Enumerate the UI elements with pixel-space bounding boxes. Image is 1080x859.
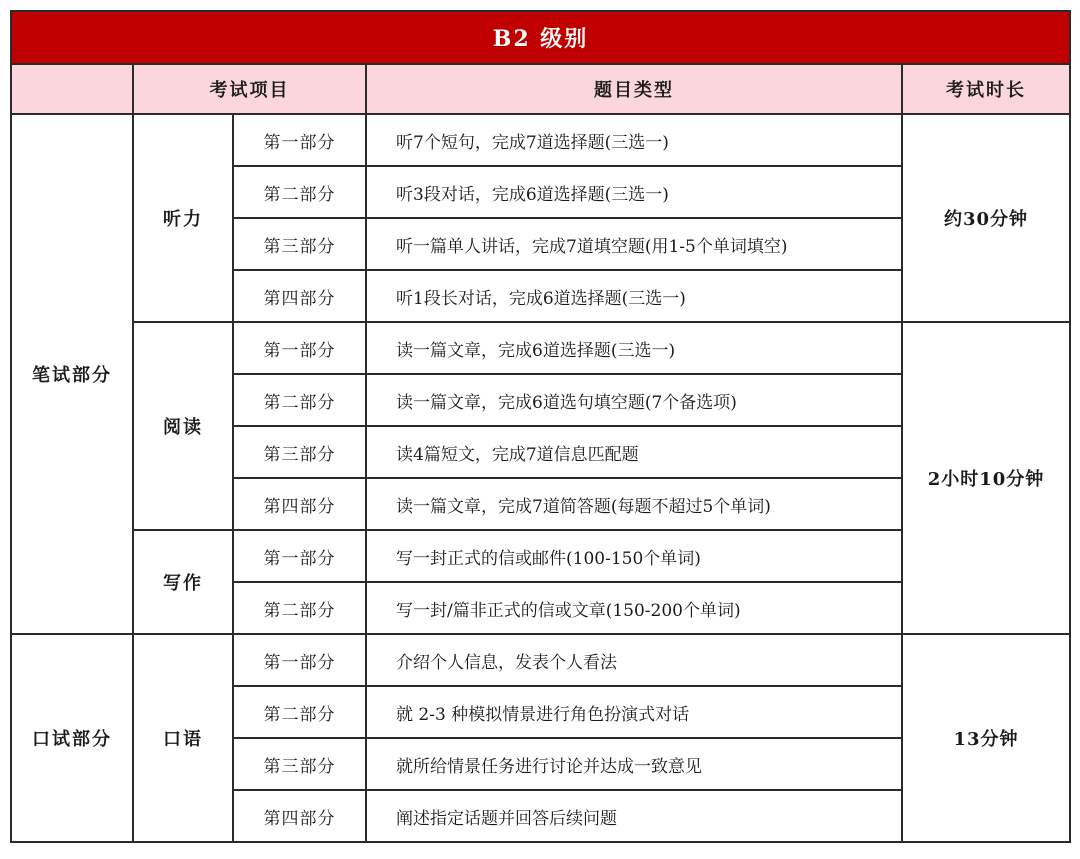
type-cell: 就 2-3 种模拟情景进行角色扮演式对话 (366, 686, 902, 738)
skill-speaking: 口语 (133, 634, 233, 842)
duration-listening: 约30分钟 (902, 114, 1070, 322)
part-cell: 第三部分 (233, 426, 366, 478)
type-cell: 就所给情景任务进行讨论并达成一致意见 (366, 738, 902, 790)
skill-writing: 写作 (133, 530, 233, 634)
type-cell: 听1段长对话，完成6道选择题(三选一) (366, 270, 902, 322)
duration-speaking: 13分钟 (902, 634, 1070, 842)
type-cell: 听一篇单人讲话，完成7道填空题(用1-5个单词填空) (366, 218, 902, 270)
table-row (11, 322, 1070, 374)
title-row (11, 11, 1070, 64)
part-cell: 第三部分 (233, 218, 366, 270)
part-cell: 第二部分 (233, 582, 366, 634)
part-cell: 第一部分 (233, 530, 366, 582)
skill-listening: 听力 (133, 114, 233, 322)
type-cell: 读4篇短文，完成7道信息匹配题 (366, 426, 902, 478)
header-item: 考试项目 (133, 64, 366, 114)
table-title: B2 级别 (11, 11, 1070, 64)
header-duration: 考试时长 (902, 64, 1070, 114)
part-cell: 第四部分 (233, 270, 366, 322)
type-cell: 写一封正式的信或邮件(100-150个单词) (366, 530, 902, 582)
type-cell: 读一篇文章，完成6道选句填空题(7个备选项) (366, 374, 902, 426)
header-row (11, 64, 1070, 114)
part-cell: 第二部分 (233, 166, 366, 218)
skill-reading: 阅读 (133, 322, 233, 530)
part-cell: 第三部分 (233, 738, 366, 790)
type-cell: 读一篇文章，完成7道简答题(每题不超过5个单词) (366, 478, 902, 530)
header-type: 题目类型 (366, 64, 902, 114)
part-cell: 第二部分 (233, 686, 366, 738)
part-cell: 第一部分 (233, 114, 366, 166)
table-row (11, 114, 1070, 166)
table-row (11, 634, 1070, 686)
type-cell: 读一篇文章，完成6道选择题(三选一) (366, 322, 902, 374)
part-cell: 第一部分 (233, 322, 366, 374)
part-cell: 第一部分 (233, 634, 366, 686)
part-cell: 第二部分 (233, 374, 366, 426)
type-cell: 介绍个人信息，发表个人看法 (366, 634, 902, 686)
part-cell: 第四部分 (233, 790, 366, 842)
duration-reading-writing: 2小时10分钟 (902, 322, 1070, 634)
type-cell: 写一封/篇非正式的信或文章(150-200个单词) (366, 582, 902, 634)
type-cell: 听7个短句，完成7道选择题(三选一) (366, 114, 902, 166)
part-cell: 第四部分 (233, 478, 366, 530)
type-cell: 阐述指定话题并回答后续问题 (366, 790, 902, 842)
type-cell: 听3段对话，完成6道选择题(三选一) (366, 166, 902, 218)
header-blank (11, 64, 133, 114)
exam-structure-table (10, 10, 1071, 843)
section-oral: 口试部分 (11, 634, 133, 842)
section-written: 笔试部分 (11, 114, 133, 634)
